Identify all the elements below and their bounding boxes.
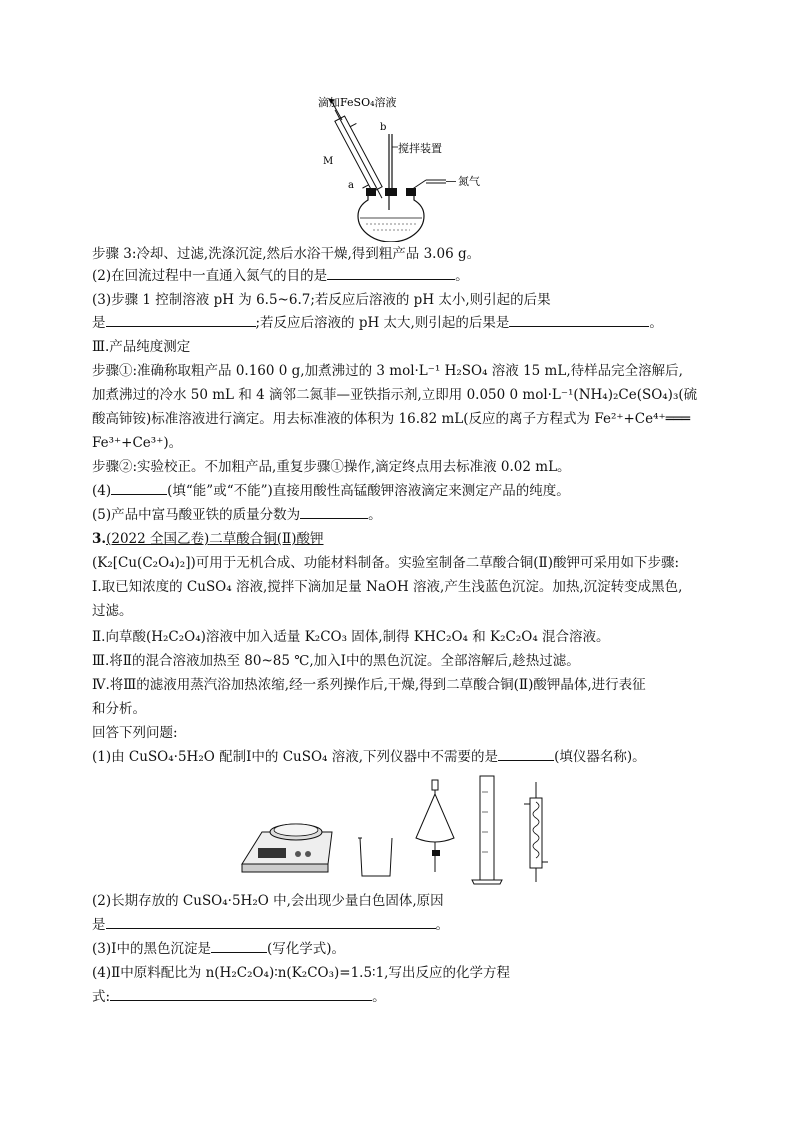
q3-text-c: ;若反应后溶液的 pH 太大,则引起的后果是 xyxy=(255,315,510,331)
answer-blank[interactable] xyxy=(106,914,436,929)
problem-title: 二草酸合铜(Ⅱ)酸钾 xyxy=(209,531,324,547)
answer-2-line2 xyxy=(92,914,712,936)
reflux-apparatus-figure xyxy=(318,92,488,242)
purity-p1: 步骤①:准确称取粗产品 0.160 0 g,加煮沸过的 3 mol·L⁻¹ H₂SO₄ 溶液 15 mL,待样品完全溶解后, xyxy=(92,363,683,379)
step-1-a: Ⅰ.取已知浓度的 CuSO₄ 溶液,搅拌下滴加足量 NaOH 溶液,产生浅蓝色沉淀。加热,沉淀转变成黑色, xyxy=(92,579,683,595)
answer-prompt: 回答下列问题: xyxy=(92,725,178,741)
a2-end: 。 xyxy=(435,917,449,933)
step-3: Ⅲ.将Ⅱ的混合溶液加热至 80~85 ℃,加入Ⅰ中的黑色沉淀。全部溶解后,趁热过滤。 xyxy=(92,653,580,669)
step3-text: 步骤 3:冷却、过滤,洗涤沉淀,然后水浴干燥,得到粗产品 3.06 g。 xyxy=(92,246,481,262)
graduated-cylinder-icon xyxy=(472,776,502,884)
purity-p5: 步骤②:实验校正。不加粗产品,重复步骤①操作,滴定终点用去标准液 0.02 mL。 xyxy=(92,459,571,475)
answer-blank[interactable] xyxy=(327,265,455,280)
question-5 xyxy=(92,504,712,526)
a4-text-b: 式: xyxy=(92,989,111,1005)
stirrer-label: 搅拌装置 xyxy=(398,142,442,155)
step-1-b: 过滤。 xyxy=(92,603,133,619)
answer-blank[interactable] xyxy=(111,480,167,495)
q3-end: 。 xyxy=(649,315,663,331)
answer-1 xyxy=(92,746,712,768)
a4-end: 。 xyxy=(372,989,386,1005)
purity-p4: Fe³⁺+Ce³⁺)。 xyxy=(92,435,183,451)
question-4 xyxy=(92,480,712,502)
answer-3 xyxy=(92,938,712,960)
section-title-purity: Ⅲ.产品纯度测定 xyxy=(92,339,191,355)
a1-end: (填仪器名称)。 xyxy=(554,749,646,765)
step-4-b: 和分析。 xyxy=(92,701,146,717)
feso4-label: 滴加FeSO₄溶液 xyxy=(318,96,397,109)
answer-blank[interactable] xyxy=(110,986,372,1001)
step-2: Ⅱ.向草酸(H₂C₂O₄)溶液中加入适量 K₂CO₃ 固体,制得 KHC₂O₄ 和 K₂C₂O₄ 混合溶液。 xyxy=(92,629,610,645)
a2-text-b: 是 xyxy=(92,917,106,933)
problem-3-intro: (K₂[Cu(C₂O₄)₂])可用于无机合成、功能材料制备。实验室制备二草酸合铜(Ⅱ)酸钾可采用如下步骤: xyxy=(92,555,680,571)
q4-text: (填“能”或“不能”)直接用酸性高锰酸钾溶液滴定来测定产品的纯度。 xyxy=(167,483,570,499)
a1-text: (1)由 CuSO₄·5H₂O 配制Ⅰ中的 CuSO₄ 溶液,下列仪器中不需要的是 xyxy=(92,749,499,765)
question-3-line1: (3)步骤 1 控制溶液 pH 为 6.5~6.7;若反应后溶液的 pH 太小,则引起的后果 xyxy=(92,292,551,308)
answer-2-line1: (2)长期存放的 CuSO₄·5H₂O 中,会出现少量白色固体,原因 xyxy=(92,893,444,909)
label-m: M xyxy=(323,156,334,167)
q2-end: 。 xyxy=(455,268,469,284)
answer-blank[interactable] xyxy=(509,312,649,327)
answer-blank[interactable] xyxy=(106,312,256,327)
label-a: a xyxy=(348,180,354,191)
condenser-icon xyxy=(524,782,548,882)
answer-4-line2 xyxy=(92,986,712,1008)
separatory-funnel-icon xyxy=(416,780,454,872)
step-4-a: Ⅳ.将Ⅲ的滤液用蒸汽浴加热浓缩,经一系列操作后,干燥,得到二草酸合铜(Ⅱ)酸钾晶体,进行表征 xyxy=(92,677,646,693)
label-b: b xyxy=(380,122,387,133)
q5-text: (5)产品中富马酸亚铁的质量分数为 xyxy=(92,507,301,523)
problem-source: (2022 全国乙卷) xyxy=(106,531,210,547)
electronic-balance-icon xyxy=(242,824,332,872)
q2-text: (2)在回流过程中一直通入氮气的目的是 xyxy=(92,268,328,284)
instruments-figure xyxy=(240,772,570,892)
question-2 xyxy=(92,265,712,287)
purity-p2: 加煮沸过的冷水 50 mL 和 4 滴邻二氮菲—亚铁指示剂,立即用 0.050 0 mol·L⁻¹(NH₄)₂Ce(SO₄)₃(硫 xyxy=(92,387,698,403)
question-3-line2 xyxy=(92,312,712,334)
answer-blank[interactable] xyxy=(211,938,267,953)
answer-blank[interactable] xyxy=(300,504,368,519)
q3-text-b: 是 xyxy=(92,315,106,331)
purity-p3: 酸高铈铵)标准溶液进行滴定。用去标准液的体积为 16.82 mL(反应的离子方程式为 Fe²⁺+Ce⁴⁺═══ xyxy=(92,411,691,427)
a3-text: (3)Ⅰ中的黑色沉淀是 xyxy=(92,941,211,957)
beaker-icon xyxy=(358,838,392,876)
problem-number: 3. xyxy=(92,531,107,547)
q5-end: 。 xyxy=(368,507,382,523)
q4-num: (4) xyxy=(92,483,112,499)
answer-blank[interactable] xyxy=(498,746,554,761)
nitrogen-label: 氮气 xyxy=(458,175,480,188)
a3-end: (写化学式)。 xyxy=(266,941,346,957)
answer-4-line1: (4)Ⅱ中原料配比为 n(H₂C₂O₄)∶n(K₂CO₃)=1.5∶1,写出反应的化学方程 xyxy=(92,965,510,981)
problem-3-header xyxy=(92,528,712,550)
